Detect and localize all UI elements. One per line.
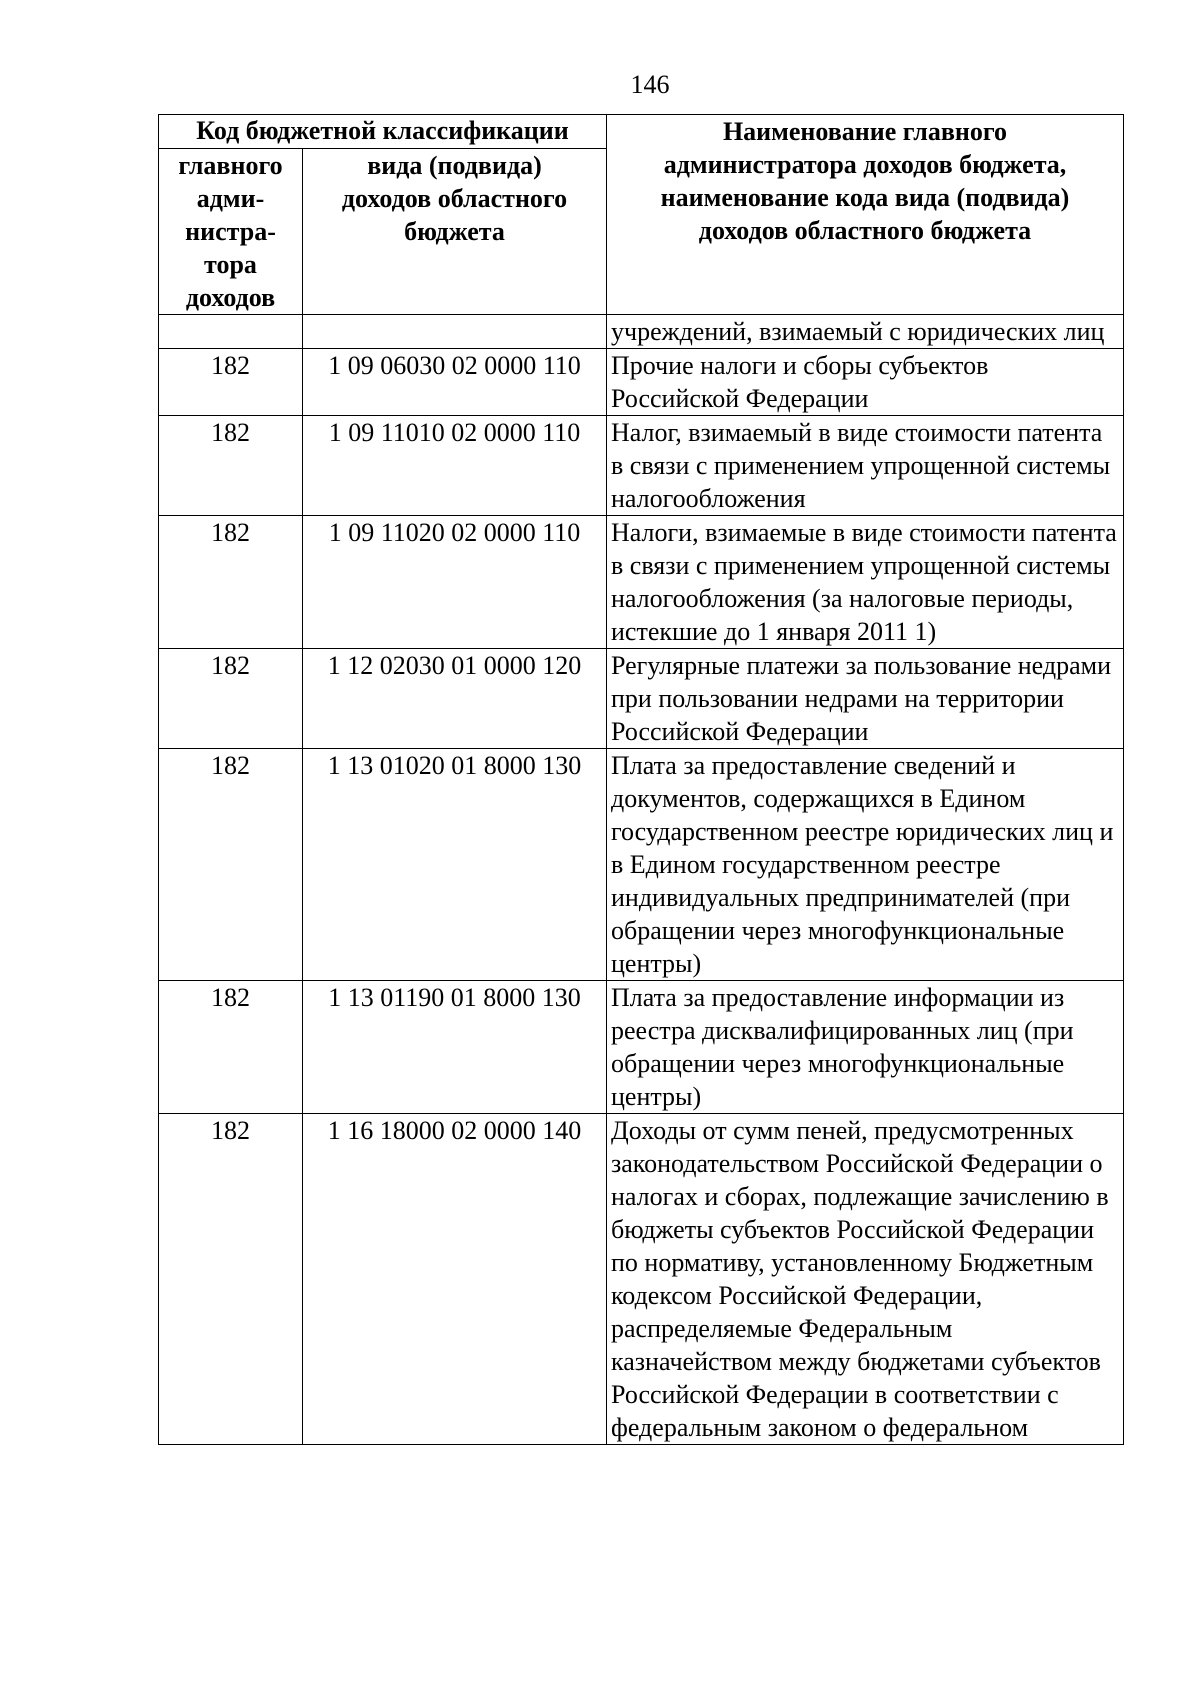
admin-header-line: доходов	[185, 283, 276, 312]
table-row	[159, 981, 1124, 1114]
name-header-line: Наименование главного	[722, 117, 1008, 146]
income-name-cell: Плата за предоставление сведений и документов, содержащихся в Едином государственном реестре юридических лиц и в Едином государственном реестре индивидуальных предпринимателей (при обращении через многофункциональные центры)	[607, 749, 1124, 981]
income-code-cell: 1 13 01190 01 8000 130	[303, 981, 607, 1114]
income-name-cell: Плата за предоставление информации из реестра дисквалифицированных лиц (при обращении через многофункциональные центры)	[607, 981, 1124, 1114]
income-name-cell: Доходы от сумм пеней, предусмотренных законодательством Российской Федерации о налогах и сборах, подлежащие зачислению в бюджеты субъектов Российской Федерации по нормативу, установленному Бюджетным кодексом Российской Федерации, распределяемые Федеральным казначейством между бюджетами субъектов Российской Федерации в соответствии с федеральным законом о федеральном	[607, 1114, 1124, 1445]
admin-code-cell: 182	[159, 649, 303, 749]
table-row	[159, 416, 1124, 516]
admin-code-cell: 182	[159, 416, 303, 516]
admin-code-cell	[159, 315, 303, 349]
table-row	[159, 649, 1124, 749]
name-column-header	[607, 115, 1124, 315]
income-code-cell: 1 12 02030 01 0000 120	[303, 649, 607, 749]
name-header-line: наименование кода вида (подвида)	[660, 183, 1070, 212]
income-name-cell: учреждений, взимаемый с юридических лиц	[607, 315, 1124, 349]
table-row	[159, 749, 1124, 981]
code-header-line: доходов областного	[341, 184, 568, 213]
table-body	[159, 315, 1124, 1445]
income-code-cell: 1 16 18000 02 0000 140	[303, 1114, 607, 1445]
admin-column-header	[159, 149, 303, 315]
code-column-header	[303, 149, 607, 315]
income-code-cell: 1 09 11010 02 0000 110	[303, 416, 607, 516]
admin-header-line: нистра-	[185, 217, 276, 246]
income-code-cell	[303, 315, 607, 349]
income-code-cell: 1 13 01020 01 8000 130	[303, 749, 607, 981]
table-row	[159, 315, 1124, 349]
admin-code-cell: 182	[159, 349, 303, 416]
admin-code-cell: 182	[159, 516, 303, 649]
page-number: 146	[630, 70, 670, 99]
table-row	[159, 1114, 1124, 1445]
income-name-cell: Налог, взимаемый в виде стоимости патента в связи с применением упрощенной системы налогообложения	[607, 416, 1124, 516]
admin-header-line: тора	[204, 250, 257, 279]
admin-code-cell: 182	[159, 981, 303, 1114]
name-header-line: администратора доходов бюджета,	[663, 150, 1067, 179]
code-header-line: бюджета	[404, 217, 505, 246]
income-name-cell: Налоги, взимаемые в виде стоимости патента в связи с применением упрощенной системы налогообложения (за налоговые периоды, истекшие до 1 января 2011 1)	[607, 516, 1124, 649]
income-code-cell: 1 09 11020 02 0000 110	[303, 516, 607, 649]
table-row	[159, 349, 1124, 416]
name-header-line: доходов областного бюджета	[698, 216, 1032, 245]
budget-classification-code-header: Код бюджетной классификации	[159, 115, 607, 149]
admin-code-cell: 182	[159, 749, 303, 981]
table-header	[159, 115, 1124, 315]
income-name-cell: Регулярные платежи за пользование недрами при пользовании недрами на территории Российской Федерации	[607, 649, 1124, 749]
admin-code-cell: 182	[159, 1114, 303, 1445]
admin-header-line: главного	[178, 151, 283, 180]
table-row	[159, 516, 1124, 649]
income-name-cell: Прочие налоги и сборы субъектов Российской Федерации	[607, 349, 1124, 416]
income-code-cell: 1 09 06030 02 0000 110	[303, 349, 607, 416]
admin-header-line: адми-	[196, 184, 265, 213]
code-header-line: вида (подвида)	[367, 151, 542, 180]
budget-classification-table	[158, 114, 1124, 1445]
